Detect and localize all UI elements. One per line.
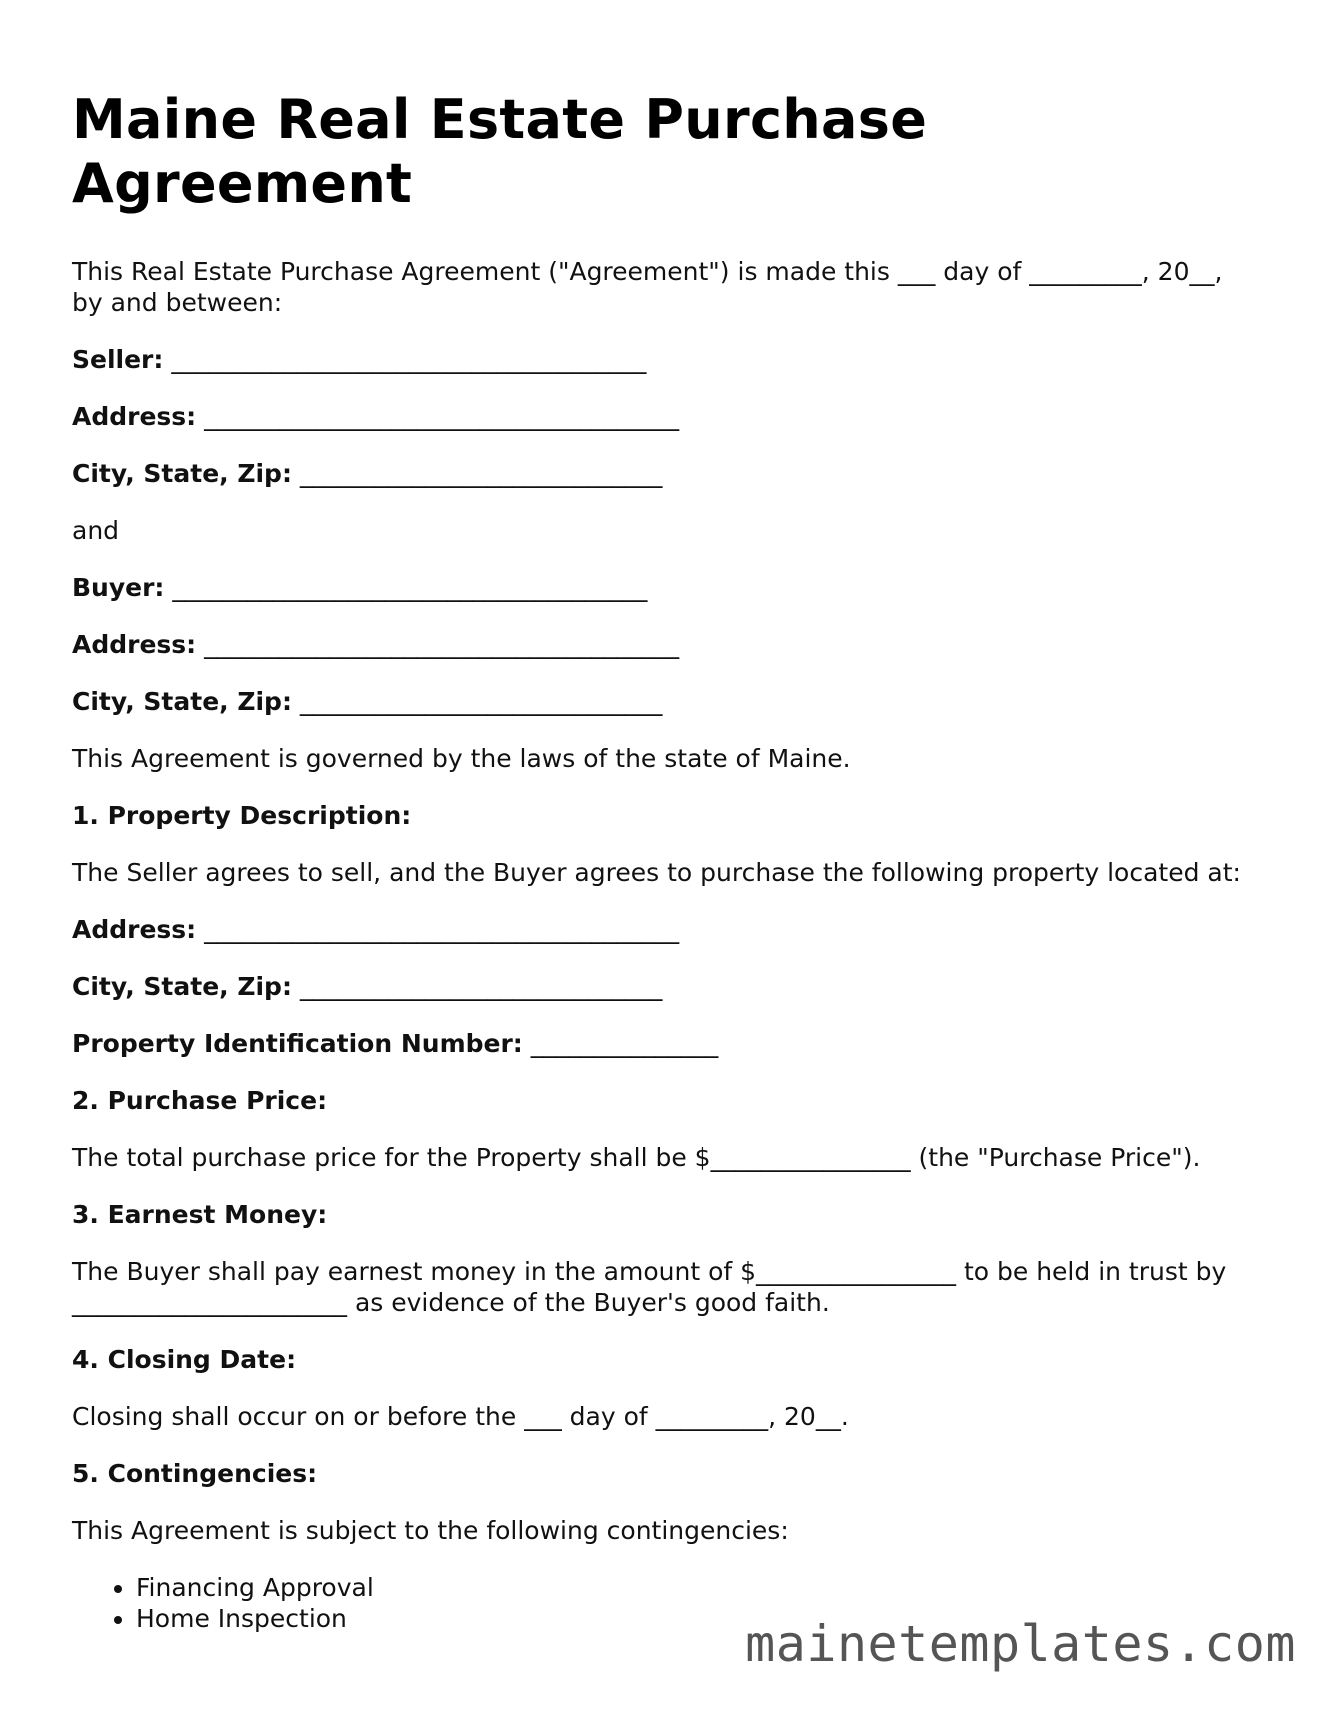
buyer-city-blank: _____________________________ bbox=[299, 687, 663, 716]
section-1-heading: 1. Property Description: bbox=[72, 801, 412, 830]
seller-city-label: City, State, Zip: bbox=[72, 459, 292, 488]
property-id-label: Property Identification Number: bbox=[72, 1029, 523, 1058]
property-address-field bbox=[72, 914, 1252, 945]
list-item: • Financing Approval bbox=[136, 1572, 1252, 1603]
buyer-address-blank: ______________________________________ bbox=[204, 630, 680, 659]
document-page bbox=[72, 88, 1252, 1634]
seller-name-label: Seller: bbox=[72, 345, 164, 374]
watermark-text: mainetemplates.com bbox=[745, 1615, 1296, 1673]
seller-name-field bbox=[72, 344, 1252, 375]
section-5-heading: 5. Contingencies: bbox=[72, 1459, 318, 1488]
property-id-field bbox=[72, 1028, 1252, 1059]
seller-address-blank: ______________________________________ bbox=[204, 402, 680, 431]
section-3-text: The Buyer shall pay earnest money in the amount of $________________ to be held in trust by ______________________ as evidence of the Buyer's good faith. bbox=[72, 1257, 1227, 1317]
buyer-name-blank: ______________________________________ bbox=[172, 573, 648, 602]
buyer-address-label: Address: bbox=[72, 630, 197, 659]
property-id-blank: _______________ bbox=[530, 1029, 719, 1058]
property-city-field bbox=[72, 971, 1252, 1002]
section-5-text: This Agreement is subject to the following contingencies: bbox=[72, 1516, 789, 1545]
and-text: and bbox=[72, 516, 120, 545]
buyer-name-field bbox=[72, 572, 1252, 603]
property-address-blank: ______________________________________ bbox=[204, 915, 680, 944]
seller-name-blank: ______________________________________ bbox=[171, 345, 647, 374]
buyer-address-field bbox=[72, 629, 1252, 660]
seller-address-label: Address: bbox=[72, 402, 197, 431]
section-4-text: Closing shall occur on or before the ___ day of _________, 20__. bbox=[72, 1402, 849, 1431]
property-city-label: City, State, Zip: bbox=[72, 972, 292, 1001]
intro-paragraph: This Real Estate Purchase Agreement ("Agreement") is made this ___ day of _________, 20__, by and between: bbox=[72, 257, 1223, 317]
property-address-label: Address: bbox=[72, 915, 197, 944]
section-2-text: The total purchase price for the Property shall be $________________ (the "Purchase Price"). bbox=[72, 1143, 1201, 1172]
list-item: • Home Inspection bbox=[136, 1603, 1252, 1634]
seller-address-field bbox=[72, 401, 1252, 432]
section-4-heading: 4. Closing Date: bbox=[72, 1345, 297, 1374]
buyer-city-field bbox=[72, 686, 1252, 717]
document-title: Maine Real Estate Purchase Agreement bbox=[72, 88, 928, 215]
section-1-text: The Seller agrees to sell, and the Buyer agrees to purchase the following property located at: bbox=[72, 858, 1241, 887]
property-city-blank: _____________________________ bbox=[299, 972, 663, 1001]
governing-law-text: This Agreement is governed by the laws of the state of Maine. bbox=[72, 744, 851, 773]
buyer-name-label: Buyer: bbox=[72, 573, 165, 602]
section-2-heading: 2. Purchase Price: bbox=[72, 1086, 328, 1115]
section-3-heading: 3. Earnest Money: bbox=[72, 1200, 328, 1229]
seller-city-blank: _____________________________ bbox=[299, 459, 663, 488]
buyer-city-label: City, State, Zip: bbox=[72, 687, 292, 716]
seller-city-field bbox=[72, 458, 1252, 489]
